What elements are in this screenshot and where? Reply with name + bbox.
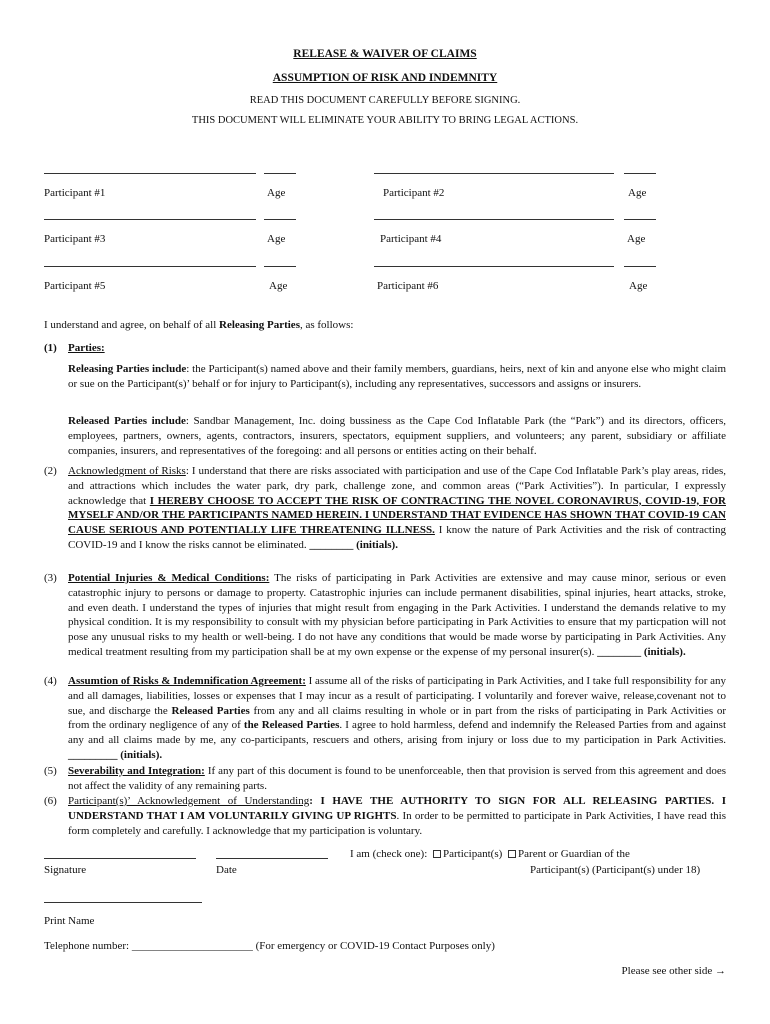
section-5-number: (5)	[44, 765, 57, 777]
intro-text-end: , as follows:	[299, 319, 354, 331]
participant-3-age-line[interactable]	[264, 219, 296, 220]
role-check-group	[350, 847, 630, 862]
acknowledgment-of-risks-paragraph	[68, 464, 726, 553]
acknowledgement-text: . In order to be permitted to participate in Park Activities, I have read this form completely and carefully. I acknowledge that my participation is voluntary.	[68, 809, 726, 837]
signature-line[interactable]	[44, 858, 196, 859]
participant-2-name-line[interactable]	[374, 173, 614, 174]
participant-4-label: Participant #4	[380, 233, 442, 245]
section-4-initials-field[interactable]: _________ (initials).	[68, 748, 163, 761]
participant-option-label: Participant(s)	[443, 848, 503, 860]
participant-3-name-line[interactable]	[44, 219, 256, 220]
section-2-initials-field[interactable]: ________ (initials).	[309, 538, 398, 551]
parties-heading: Parties:	[68, 342, 105, 354]
eliminate-rights-notice: THIS DOCUMENT WILL ELIMINATE YOUR ABILITY TO BRING LEGAL ACTIONS.	[191, 115, 579, 126]
assumption-text-1: I assume all of the risks of participating in Park Activities, and I take full responsibility for any and all damages, liabilities, losses or expenses that I may incur as a result of participating. I voluntarily and forever waive, release,covenant not to sue, and discharge the	[68, 675, 727, 717]
signature-label: Signature	[44, 864, 87, 876]
assumption-text-2: from any and all claims resulting in whole or in part from the risks of participating in Park Activities or from the ordinary negligence of any of	[68, 704, 727, 732]
participant-2-age-line[interactable]	[624, 173, 656, 174]
potential-injuries-heading: Potential Injuries & Medical Conditions:	[68, 572, 270, 584]
section-3-number: (3)	[44, 572, 57, 584]
participant-3-label: Participant #3	[44, 233, 106, 245]
participant-6-name-line[interactable]	[374, 266, 614, 267]
telephone-row	[44, 939, 495, 954]
intro-statement	[44, 318, 734, 333]
date-label: Date	[216, 864, 237, 876]
assumption-of-risks-paragraph	[68, 674, 726, 763]
released-parties-text: : Sandbar Management, Inc. doing bussiness as the Cape Cod Inflatable Park (the “Park”) and its directors, officers, employees, partners, owners, agents, contractors, insurers, spectators, equipment suppliers, and volunteers; any parent, subsidiary or affiliate companies, insurers, and representatives of the foregoing: and all persons or entities acting on their behalf.	[68, 415, 726, 457]
section-2-number: (2)	[44, 465, 57, 477]
section-4-number: (4)	[44, 675, 57, 687]
parent-guardian-option-label-continued: Participant(s) (Participant(s) under 18)	[530, 864, 701, 876]
authority-statement: : I HAVE THE AUTHORITY TO SIGN FOR ALL RELEASING PARTIES. I UNDERSTAND THAT I AM VOLUNTARILY GIVING UP RIGHTS	[68, 795, 726, 822]
acknowledgment-of-risks-heading: Acknowledgment of Risks	[68, 465, 186, 477]
intro-text: I understand and agree, on behalf of all	[44, 319, 220, 331]
assumption-text-3: . I agree to hold harmless, defend and indemnify the Released Parties from and against any and all claims made by me, any co-participants, rescuers and others, arising from injury or loss due to my participation in Park Activities.	[68, 719, 727, 747]
participant-checkbox[interactable]	[433, 850, 441, 858]
acknowledgment-text-end: I know the nature of Park Activities and the risk of contracting COVID-19 and I know the risks cannot be eliminated.	[68, 524, 727, 551]
print-name-label: Print Name	[44, 915, 95, 927]
telephone-label: Telephone number:	[44, 940, 130, 952]
acknowledgement-heading: Participant(s)’ Acknowledgement of Understanding	[68, 795, 310, 807]
released-parties-emphasis-1: Released Parties	[171, 704, 250, 717]
participant-1-label: Participant #1	[44, 187, 106, 199]
released-parties-emphasis-2: the Released Parties	[243, 719, 340, 732]
participant-5-label: Participant #5	[44, 280, 106, 292]
participant-5-name-line[interactable]	[44, 266, 256, 267]
participant-6-age-line[interactable]	[624, 266, 656, 267]
parent-guardian-checkbox[interactable]	[508, 850, 516, 858]
acknowledgment-text: : I understand that there are risks associated with participation and use of the Cape Cod Inflatable Park’s play areas, rides, and attractions which includes the water park, dry park, challenge zone, and common areas (“Park Activities”). In particular, I expressly acknowledge that	[68, 465, 726, 507]
participant-6-label: Participant #6	[377, 280, 439, 292]
participant-4-name-line[interactable]	[374, 219, 614, 220]
participant-2-label: Participant #2	[383, 187, 445, 199]
participant-6-age-label: Age	[629, 280, 648, 292]
severability-text: If any part of this document is found to be unenforceable, then that provision is served from this agreement and does not affect the validity of any remaining parts.	[68, 765, 726, 792]
section-6-number: (6)	[44, 795, 57, 807]
participant-2-age-label: Age	[628, 187, 647, 199]
participant-4-age-line[interactable]	[624, 219, 656, 220]
section-1-number: (1)	[44, 342, 57, 354]
role-check-prefix: I am (check one):	[350, 848, 428, 860]
potential-injuries-paragraph	[68, 571, 726, 660]
acknowledgement-paragraph	[68, 794, 726, 838]
released-parties-paragraph	[68, 414, 726, 458]
participant-3-age-label: Age	[267, 233, 286, 245]
intro-releasing-parties: Releasing Parties	[219, 319, 300, 331]
participant-4-age-label: Age	[627, 233, 646, 245]
covid-risk-statement: I HEREBY CHOOSE TO ACCEPT THE RISK OF CONTRACTING THE NOVEL CORONAVIRUS, COVID-19, FOR MYSELF AND/OR THE PARTICIPANTS NAMED HEREIN. I UNDERSTAND THAT EVIDENCE HAS SHOWN THAT COVID-19 CAN CAUSE SERIOUS AND POTENTIALLY LIFE THREATENING ILLNESS.	[68, 494, 726, 537]
parent-guardian-option-label: Parent or Guardian of the	[518, 848, 630, 860]
document-subtitle: ASSUMPTION OF RISK AND INDEMNITY	[272, 72, 498, 84]
print-name-line[interactable]	[44, 902, 202, 903]
read-carefully-notice: READ THIS DOCUMENT CAREFULLY BEFORE SIGNING.	[249, 95, 521, 106]
telephone-field[interactable]: ______________________	[131, 940, 253, 952]
participant-1-age-line[interactable]	[264, 173, 296, 174]
releasing-parties-label: Releasing Parties include	[68, 363, 187, 375]
telephone-note: (For emergency or COVID-19 Contact Purposes only)	[255, 940, 495, 952]
section-1-title	[68, 341, 726, 356]
document-title: RELEASE & WAIVER OF CLAIMS	[293, 48, 477, 60]
releasing-parties-paragraph	[68, 362, 726, 392]
potential-injuries-text: The risks of participating in Park Activities are extensive and may cause minor, serious or even catastrophic injury to persons or damage to property. Catastrophic injuries can include permanent disabilities, spinal injuries, heart attacks, stroke, and even death. I understand the types of injuries that might result from engaging in the Park Activities. I understand the demands relative to my physical condition. It is my responsibility to consult with my physician before participating in Park Activities to ensure that my particpation will not pose any unusual risks to my health or well-being. I do not have any conditions that would be made worse by participating in Park Activities. Any medical treatment resulting from my participation shall be at my own expense or the expense of my personal insurer(s).	[68, 572, 726, 658]
released-parties-label: Released Parties include	[68, 415, 186, 427]
participant-1-name-line[interactable]	[44, 173, 256, 174]
releasing-parties-text: : the Participant(s) named above and their family members, guardians, heirs, next of kin and anyone else who might claim or sue on the Participant(s)’ behalf or for injury to Participant(s), including any representatives, successors and assigns or insurers.	[68, 363, 727, 390]
participant-1-age-label: Age	[267, 187, 286, 199]
participant-5-age-line[interactable]	[264, 266, 296, 267]
severability-heading: Severability and Integration:	[68, 765, 205, 777]
date-line[interactable]	[216, 858, 328, 859]
severability-paragraph	[68, 764, 726, 794]
participant-5-age-label: Age	[269, 280, 288, 292]
see-other-side-note: Please see other side →	[621, 965, 726, 977]
section-3-initials-field[interactable]: ________ (initials).	[597, 645, 686, 658]
assumption-of-risks-heading: Assumtion of Risks & Indemnification Agreement:	[68, 675, 306, 687]
